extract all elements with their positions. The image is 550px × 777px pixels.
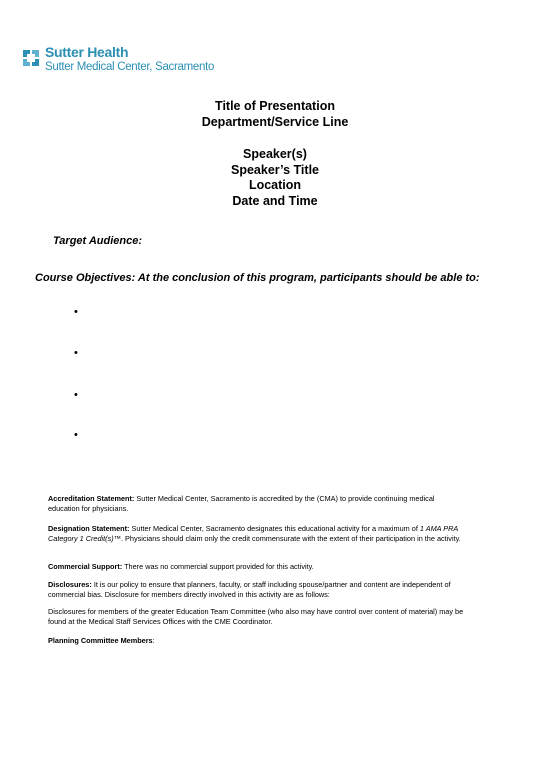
logo-subtitle: Sutter Medical Center, Sacramento <box>45 61 215 73</box>
planning-committee-suffix: : <box>152 636 155 645</box>
objective-bullet-1: • <box>74 306 78 318</box>
speaker-title: Speaker’s Title <box>230 162 319 177</box>
logo-brand-name: Sutter Health <box>45 44 129 60</box>
course-objectives-heading: Course Objectives: At the conclusion of this program, participants should be able to: <box>35 272 480 284</box>
commercial-support-label: Commercial Support: <box>48 562 123 571</box>
objective-bullet-4: • <box>74 429 78 441</box>
accreditation-text: Sutter Medical Center, Sacramento is accredited by the (CMA) to provide continuing medical education for physicians. <box>48 494 435 513</box>
presentation-title: Title of Presentation <box>215 99 335 113</box>
sutter-health-mark-icon <box>20 46 42 68</box>
location: Location <box>248 178 302 192</box>
speaker-block <box>0 147 550 209</box>
objective-bullet-3: • <box>74 389 78 401</box>
commercial-support-text: There was no commercial support provided for this activity. <box>122 562 314 571</box>
designation-label: Designation Statement: <box>48 524 130 533</box>
designation-credit: 1 AMA PRA Category 1 Credit(s)™ <box>48 524 459 543</box>
presentation-header <box>0 99 550 130</box>
disclosures-statement <box>48 580 468 600</box>
sutter-health-logo <box>20 44 220 80</box>
department-line: Department/Service Line <box>201 114 349 129</box>
disclosures-text: It is our policy to ensure that planners, faculty, or staff including spouse/partner and content are independent of commercial bias. Disclosure for members directly involved in this activity are as follows: <box>48 580 451 599</box>
disclosures-label: Disclosures: <box>48 580 92 589</box>
accreditation-statement <box>48 494 468 514</box>
target-audience-label: Target Audience: <box>53 235 143 247</box>
designation-text-1: Sutter Medical Center, Sacramento designates this educational activity for a maximum of <box>129 524 420 533</box>
disclosures-committee-statement: Disclosures for members of the greater Education Team Committee (who also may have control over content of material) may be found at the Medical Staff Services Offices with the CME Coordinator. <box>48 607 464 626</box>
accreditation-label: Accreditation Statement: <box>48 494 135 503</box>
speaker-name: Speaker(s) <box>243 147 307 161</box>
objective-bullet-2: • <box>74 347 78 359</box>
planning-committee-members <box>48 636 468 646</box>
designation-statement <box>48 524 468 544</box>
planning-committee-label: Planning Committee Members <box>48 636 153 645</box>
commercial-support-statement <box>48 562 468 572</box>
designation-text-2: . Physicians should claim only the credit commensurate with the extent of their participation in the activity. <box>121 534 461 543</box>
date-and-time: Date and Time <box>232 193 318 208</box>
